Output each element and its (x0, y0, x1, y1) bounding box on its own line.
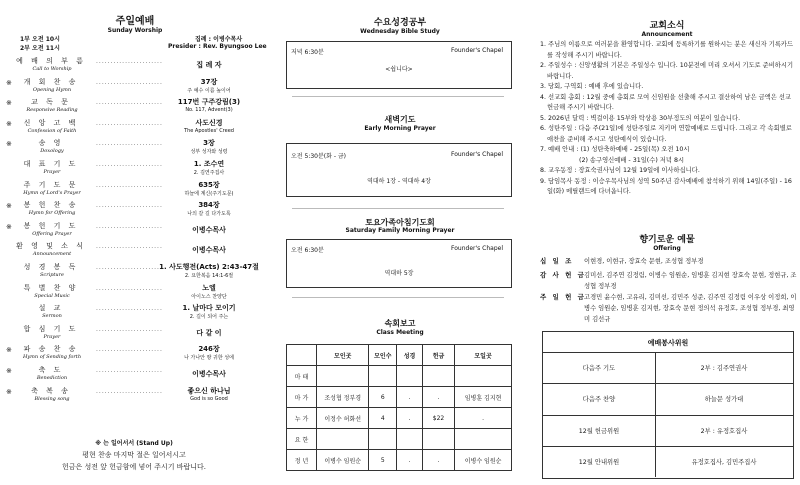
table-cell (455, 366, 512, 387)
item-value-detail: 2. 김연주집사 (193, 170, 225, 176)
wednesday-title: 수요성경공부 (373, 18, 427, 28)
volunteers-title: 예배봉사위원 (647, 339, 689, 347)
volunteer-name: 2부 : 김주연권사 (700, 365, 748, 372)
offering-category: 십 일 조 (540, 257, 574, 265)
leader-dots: ....................... (96, 284, 163, 292)
announcement-item: 2. 주일성수 : 신앙생활의 기본은 주일성수 입니다. 10분전에 미리 오셔서 기도로 준비하시기 바랍니다. (540, 62, 794, 80)
wednesday-place: Founder's Chapel (451, 47, 503, 54)
stand-mark: ※ (6, 346, 12, 355)
item-title-en: Sermon (42, 313, 62, 320)
item-value: 좋으신 하나님 (187, 386, 231, 395)
worship-item (6, 138, 268, 158)
wednesday-box (286, 41, 512, 89)
sunday-worship-column (0, 0, 268, 485)
leader-dots: ....................... (96, 202, 163, 210)
item-title-en: Opening Hymn (32, 86, 72, 93)
offering-subtitle: Offering (653, 245, 681, 252)
item-value-detail: No. 117, Advent(3) (185, 107, 233, 114)
volunteer-name: 2부 : 유정호집사 (700, 427, 748, 435)
leader-dots: ....................... (96, 243, 163, 251)
stand-mark: ※ (6, 202, 12, 211)
class-name: 요 한 (287, 429, 317, 450)
column-header: 헌금 (422, 345, 454, 366)
news-column (532, 0, 800, 485)
announcements-title: 교회소식 (649, 21, 685, 31)
item-value-detail: 나의 갈 길 다가도록 (187, 211, 231, 218)
table-cell: . (455, 408, 512, 429)
item-title-en: Benediction (36, 375, 68, 381)
service-time-1: 1부 오전 10시 (20, 36, 60, 43)
table-cell: . (397, 450, 423, 471)
announcement-list (540, 40, 796, 198)
stand-note: ※ 는 일어서서 (Stand Up) (95, 440, 173, 447)
table-row (287, 450, 512, 471)
column-header: 모일곳 (455, 345, 512, 366)
table-cell (317, 366, 369, 387)
dawn-title: 새벽기도 (384, 115, 416, 124)
dawn-content: 역대하 1장 - 역대하 4장 (367, 178, 431, 185)
table-cell (397, 429, 423, 450)
leader-dots: ....................... (96, 264, 163, 271)
item-title-ko: 대 표 기 도 (23, 160, 79, 168)
table-cell: . (422, 450, 454, 471)
leader-dots: ....................... (96, 181, 163, 189)
item-value-detail: The Apostles' Creed (184, 127, 234, 134)
item-value: 1. 사도행전(Acts) 2:43-47절 (159, 263, 259, 271)
item-title-en: Offering Prayer (32, 230, 72, 237)
class-meeting-title: 속회보고 (384, 319, 416, 328)
item-title-en: Scripture (40, 272, 64, 278)
table-cell (455, 429, 512, 450)
volunteer-name: 유정호집사, 김민주집사 (691, 458, 757, 466)
worship-item (6, 56, 268, 76)
table-cell (422, 366, 454, 387)
stand-mark: ※ (6, 387, 12, 396)
worship-title: 주일예배 (115, 16, 155, 27)
item-value: 246장 (198, 345, 220, 354)
divider (543, 446, 793, 447)
presider-en: Presider : Rev. Byungsoo Lee (168, 43, 267, 50)
saturday-place: Founder's Chapel (451, 245, 503, 252)
saturday-time: 오전 6:30분 (291, 247, 324, 254)
class-meeting-table (286, 344, 512, 471)
leader-dots: ....................... (96, 346, 163, 354)
item-title-en: Prayer (43, 333, 61, 340)
table-cell: 이병수 임원순 (455, 450, 512, 471)
class-name: 누 가 (287, 408, 317, 429)
offering-names: 이현경, 이현규, 장효숙 문현, 조성협 정부경 (584, 258, 704, 265)
worship-subtitle: Sunday Worship (107, 27, 163, 34)
stand-mark: ※ (6, 367, 12, 375)
worship-item (6, 262, 268, 282)
table-cell: $22 (422, 408, 454, 429)
item-title-ko: 성 경 봉 독 (23, 263, 79, 271)
stand-mark: ※ (6, 119, 12, 128)
item-value: 384장 (198, 201, 220, 210)
table-row (287, 408, 512, 429)
worship-item (6, 344, 268, 364)
worship-item (6, 118, 268, 138)
item-title-ko: 주 기 도 문 (23, 180, 79, 189)
column-header: 모인곳 (317, 345, 369, 366)
offering-category: 감 사 헌 금 (540, 271, 586, 279)
item-value: 1. 날마다 모이기 (182, 304, 236, 313)
offering-list (540, 256, 800, 328)
item-title-ko: 봉 헌 찬 송 (23, 201, 79, 210)
wednesday-subtitle: Wednesday Bible Study (360, 28, 440, 35)
saturday-content: 역대하 5장 (384, 270, 414, 277)
meetings-column (272, 0, 528, 485)
worship-item (6, 159, 268, 179)
leader-dots: ....................... (96, 119, 163, 127)
item-value: 노엘 (202, 283, 216, 292)
worship-item (6, 221, 268, 241)
worship-item (6, 200, 268, 220)
item-value-detail: 주 예수 이름 높이어 (187, 87, 231, 94)
saturday-box (286, 239, 512, 288)
item-title-ko: 교 독 문 (31, 98, 71, 107)
saturday-title: 토요가족아침기도회 (365, 218, 435, 227)
item-title-ko: 예 배 의 부 름 (16, 57, 86, 65)
announcement-item: 5. 2026년 달력 : 벽걸이용 15부와 탁상용 30부정도의 여분이 있습니다. (540, 114, 741, 122)
table-cell: 4 (369, 408, 397, 429)
volunteer-role: 12월 안내위원 (578, 458, 620, 466)
volunteer-role: 다음주 기도 (582, 365, 616, 372)
item-title-ko: 축 도 (38, 366, 64, 374)
announcements-subtitle: Announcement (641, 31, 693, 38)
worship-item (6, 283, 268, 303)
service-time-2: 2부 오전 11시 (20, 45, 60, 52)
class-name: 마 태 (287, 366, 317, 387)
wednesday-time: 저녁 6:30분 (291, 49, 324, 56)
offering-names: 김미선, 김주연 김정림, 이병수 임원순, 임병훈 김지현 장효숙 문현, 정현규, 조성협 정부경 (584, 272, 797, 290)
presider-ko: 집례 : 이병수목사 (195, 36, 243, 43)
offering-names: 고경민 윤수현, 고유리, 김미선, 김민주 성준, 김주연 김정림 이우상 이정희, 이병수 임원순, 임병훈 김지현, 장효숙 문현 정의석 유정호, 조성협 정부경, 최영미 김선규 (584, 294, 797, 323)
stand-mark: ※ (6, 222, 12, 231)
worship-item (6, 365, 268, 385)
item-value-detail: 아이노스 찬양단 (191, 293, 227, 300)
announcement-item: 8. 교우동정 : 장효숙권사님이 12월 19일에 이사하십니다. (540, 167, 700, 174)
offering-title: 향기로운 예물 (639, 235, 695, 245)
item-value-detail: God is so Good (190, 395, 228, 402)
item-title-en: Hymn of Lord's Prayer (23, 189, 81, 196)
column-header: 성경 (397, 345, 423, 366)
wednesday-content: <쉽니다> (385, 66, 413, 73)
item-value: 집 례 자 (196, 61, 222, 69)
worship-item (6, 97, 268, 117)
item-value: 3장 (203, 139, 215, 148)
table-row (287, 429, 512, 450)
item-value: 1. 조수연 (193, 160, 225, 168)
table-cell (369, 366, 397, 387)
item-title-ko: 설 교 (38, 304, 64, 313)
table-cell (397, 366, 423, 387)
leader-dots: ....................... (96, 99, 163, 107)
item-value-detail: 2. 요한복음 14:1-6절 (184, 273, 234, 279)
leader-dots: ....................... (96, 387, 163, 395)
table-cell: . (422, 387, 454, 408)
offering-category: 주 일 헌 금 (540, 293, 586, 301)
item-value-detail: 하늘에 계신(주기도문) (184, 190, 234, 197)
item-title-ko: 개 회 찬 송 (23, 77, 79, 86)
table-cell (317, 429, 369, 450)
table-cell: . (397, 408, 423, 429)
divider (292, 208, 504, 209)
table-row (287, 387, 512, 408)
table-cell: . (397, 387, 423, 408)
stand-mark: ※ (6, 78, 12, 87)
item-title-en: Announcement (32, 251, 72, 258)
item-value: 이병수목사 (192, 246, 226, 255)
worship-item (6, 77, 268, 97)
class-meeting-subtitle: Class Meeting (376, 329, 424, 336)
item-value: 117번 구주강림(3) (177, 98, 241, 107)
divider (292, 297, 504, 298)
item-title-en: Doxology (40, 148, 64, 155)
item-value-detail: 2. 길이 되어 주는 (189, 314, 229, 321)
item-title-ko: 송 영 (38, 139, 64, 148)
leader-dots: ....................... (96, 222, 163, 230)
worship-item (6, 324, 268, 344)
announcement-item: 4. 선교회 총회 : 12월 중에 총회로 모여 신임원을 선출해 주시고 결산하여 남은 금액은 선교헌금해 주시기 바랍니다. (540, 93, 791, 111)
leader-dots: ....................... (96, 325, 163, 333)
announcement-item: 7. 예배 안내 : (1) 성탄축하예배 - 25일(목) 오전 10시 (540, 146, 690, 153)
divider (543, 352, 793, 353)
table-cell: 이정수 허화선 (317, 408, 369, 429)
item-title-en: Prayer (43, 169, 61, 175)
divider (543, 415, 793, 416)
volunteer-role: 다음주 찬양 (582, 396, 616, 404)
item-title-en: Blessing song (34, 395, 70, 402)
table-cell: 6 (369, 387, 397, 408)
item-value: 이병수목사 (192, 370, 226, 378)
table-cell (369, 429, 397, 450)
leader-dots: ....................... (96, 367, 163, 374)
item-value: 635장 (198, 180, 220, 189)
item-title-ko: 신 앙 고 백 (23, 118, 79, 127)
item-title-en: Confession of Faith (27, 127, 77, 134)
saturday-subtitle: Saturday Family Morning Prayer (345, 227, 455, 234)
table-cell: 조성협 정부경 (317, 387, 369, 408)
item-title-en: Hymn of Sending forth (22, 354, 82, 361)
leader-dots: ....................... (96, 305, 163, 313)
announcement-item: 1. 주님의 이름으로 여러분을 환영합니다. 교회에 등록하기를 원하시는 분은 새신자 기록카드를 작성해 주시기 바랍니다. (540, 41, 794, 59)
announcement-item: 6. 성탄주일 : 다음 주(21일)에 성탄주일로 지키며 연합예배로 드립니다. 그리고 각 속회별로 애찬을 준비해 주시고 성탄예식이 있습니다. (540, 125, 792, 143)
item-value: 37장 (200, 77, 218, 86)
hymn-note: 평현 찬송 마지막 절은 일어서시고 (82, 451, 186, 459)
leader-dots: ....................... (96, 140, 163, 148)
item-title-en: Hymn for Offering (28, 210, 76, 217)
item-title-ko: 환 영 및 소 식 (16, 242, 86, 251)
worship-item (6, 180, 268, 200)
leader-dots: ....................... (96, 78, 163, 86)
table-cell: 이병수 임원순 (317, 450, 369, 471)
stand-mark: ※ (6, 140, 12, 149)
worship-item (6, 386, 268, 406)
table-cell: 임병훈 김지현 (455, 387, 512, 408)
item-title-en: Responsive Reading (26, 107, 78, 114)
table-cell (422, 429, 454, 450)
item-value: 이병수목사 (192, 225, 226, 234)
announcement-item: (2) 송구영신예배 - 31일(수) 저녁 8시 (579, 156, 685, 164)
volunteers-box (542, 331, 794, 479)
table-row (287, 366, 512, 387)
item-title-ko: 파 송 찬 송 (23, 345, 79, 354)
volunteer-role: 12월 헌금위원 (578, 427, 620, 435)
leader-dots: ....................... (96, 58, 163, 65)
dawn-place: Founder's Chapel (451, 151, 503, 158)
column-header (287, 345, 317, 366)
offering-note: 헌금은 성전 앞 헌금함에 넣어 주시기 바랍니다. (61, 463, 207, 471)
divider (543, 383, 793, 384)
item-title-ko: 합 심 기 도 (23, 324, 79, 333)
stand-mark: ※ (6, 99, 12, 108)
table-cell: 5 (369, 450, 397, 471)
announcement-item: 9. 담임목사 동정 : 이승우목사님의 성역 50주년 감사예배에 참석하기 위해 14일(주일) - 16일(화) 메릴랜드에 다녀옵니다. (540, 177, 792, 195)
volunteer-name: 하늘문 성가대 (704, 396, 744, 404)
dawn-box (286, 143, 512, 197)
column-header: 모인수 (369, 345, 397, 366)
item-title-ko: 특 별 찬 양 (23, 283, 79, 292)
worship-item (6, 303, 268, 323)
worship-item (6, 241, 268, 261)
class-name: 정 년 (287, 450, 317, 471)
item-value-detail: 나 가나안 땅 귀한 성에 (184, 355, 234, 362)
leader-dots: ....................... (96, 161, 163, 168)
item-title-en: Special Music (34, 292, 70, 299)
dawn-subtitle: Early Morning Prayer (364, 125, 436, 132)
item-title-ko: 봉 헌 기 도 (23, 221, 79, 230)
class-name: 마 가 (287, 387, 317, 408)
item-value: 다 같 이 (196, 328, 222, 337)
item-title-ko: 축 복 송 (31, 386, 71, 395)
item-title-en: Call to Worship (32, 66, 72, 72)
item-value-detail: 성부 성자와 성령 (190, 149, 228, 156)
dawn-time: 오전 5:30분(화 - 금) (291, 153, 347, 160)
announcement-item: 3. 당회, 구역회 : 예배 후에 있습니다. (540, 83, 644, 90)
item-value: 사도신경 (195, 118, 223, 127)
divider (292, 96, 504, 97)
